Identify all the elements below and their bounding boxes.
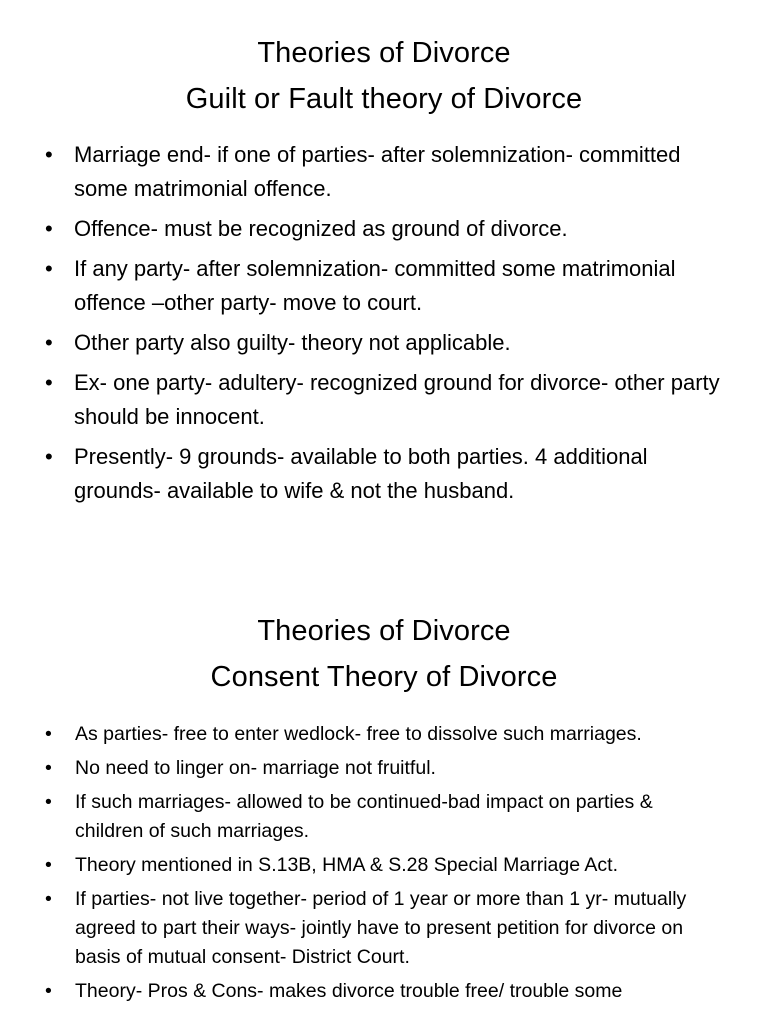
bullet-text: If such marriages- allowed to be continued-bad impact on parties & children of such marriages.: [75, 791, 653, 842]
bullet-text: Ex- one party- adultery- recognized ground for divorce- other party should be innocent.: [74, 370, 720, 429]
bullet-text: As parties- free to enter wedlock- free to dissolve such marriages.: [75, 723, 642, 745]
bullet-item: [45, 977, 718, 1006]
bullet-text: Offence- must be recognized as ground of divorce.: [74, 216, 568, 241]
title-line-1: Theories of Divorce: [257, 37, 511, 69]
bullet-item: [45, 788, 718, 846]
bullet-marker: •: [45, 330, 53, 355]
bullet-marker: •: [45, 444, 53, 469]
bullet-item: [45, 212, 728, 246]
title-line-1: Theories of Divorce: [257, 615, 511, 647]
bullet-marker: •: [45, 980, 52, 1002]
bullet-marker: •: [45, 370, 53, 395]
title-line-2: Guilt or Fault theory of Divorce: [185, 83, 583, 115]
bullet-marker: •: [45, 142, 53, 167]
bullet-text: Theory mentioned in S.13B, HMA & S.28 Special Marriage Act.: [75, 854, 619, 876]
bullet-marker: •: [45, 791, 52, 813]
bullet-marker: •: [45, 723, 52, 745]
bullet-marker: •: [45, 854, 52, 876]
bullet-marker: •: [45, 216, 53, 241]
title-line-2: Consent Theory of Divorce: [210, 661, 558, 693]
bullet-text: If parties- not live together- period of 1 year or more than 1 yr- mutually agreed to part their ways- jointly have to present petition for divorce on basis of mutual consent- District Court.: [75, 888, 687, 968]
bullet-list: [45, 138, 728, 508]
bullet-item: [45, 440, 728, 508]
bullet-item: [45, 851, 718, 880]
bullet-item: [45, 720, 718, 749]
bullet-marker: •: [45, 757, 52, 779]
bullet-text: If any party- after solemnization- committed some matrimonial offence –other party- move to court.: [74, 256, 676, 315]
slide-title: [0, 608, 768, 700]
bullet-item: [45, 754, 718, 783]
bullet-item: [45, 326, 728, 360]
slide-guilt-theory: [0, 30, 768, 514]
bullet-item: [45, 366, 728, 434]
bullet-text: Other party also guilty- theory not applicable.: [74, 330, 511, 355]
bullet-text: No need to linger on- marriage not fruitful.: [75, 757, 436, 779]
bullet-item: [45, 885, 718, 972]
bullet-text: Theory- Pros & Cons- makes divorce trouble free/ trouble some: [75, 980, 623, 1002]
bullet-text: Presently- 9 grounds- available to both parties. 4 additional grounds- available to wife & not the husband.: [74, 444, 648, 503]
bullet-list: [45, 720, 718, 1006]
bullet-item: [45, 138, 728, 206]
bullet-item: [45, 252, 728, 320]
bullet-marker: •: [45, 256, 53, 281]
bullet-marker: •: [45, 888, 52, 910]
slide-title: [0, 30, 768, 122]
bullet-text: Marriage end- if one of parties- after solemnization- committed some matrimonial offence.: [74, 142, 681, 201]
slide-consent-theory: [0, 608, 768, 1011]
